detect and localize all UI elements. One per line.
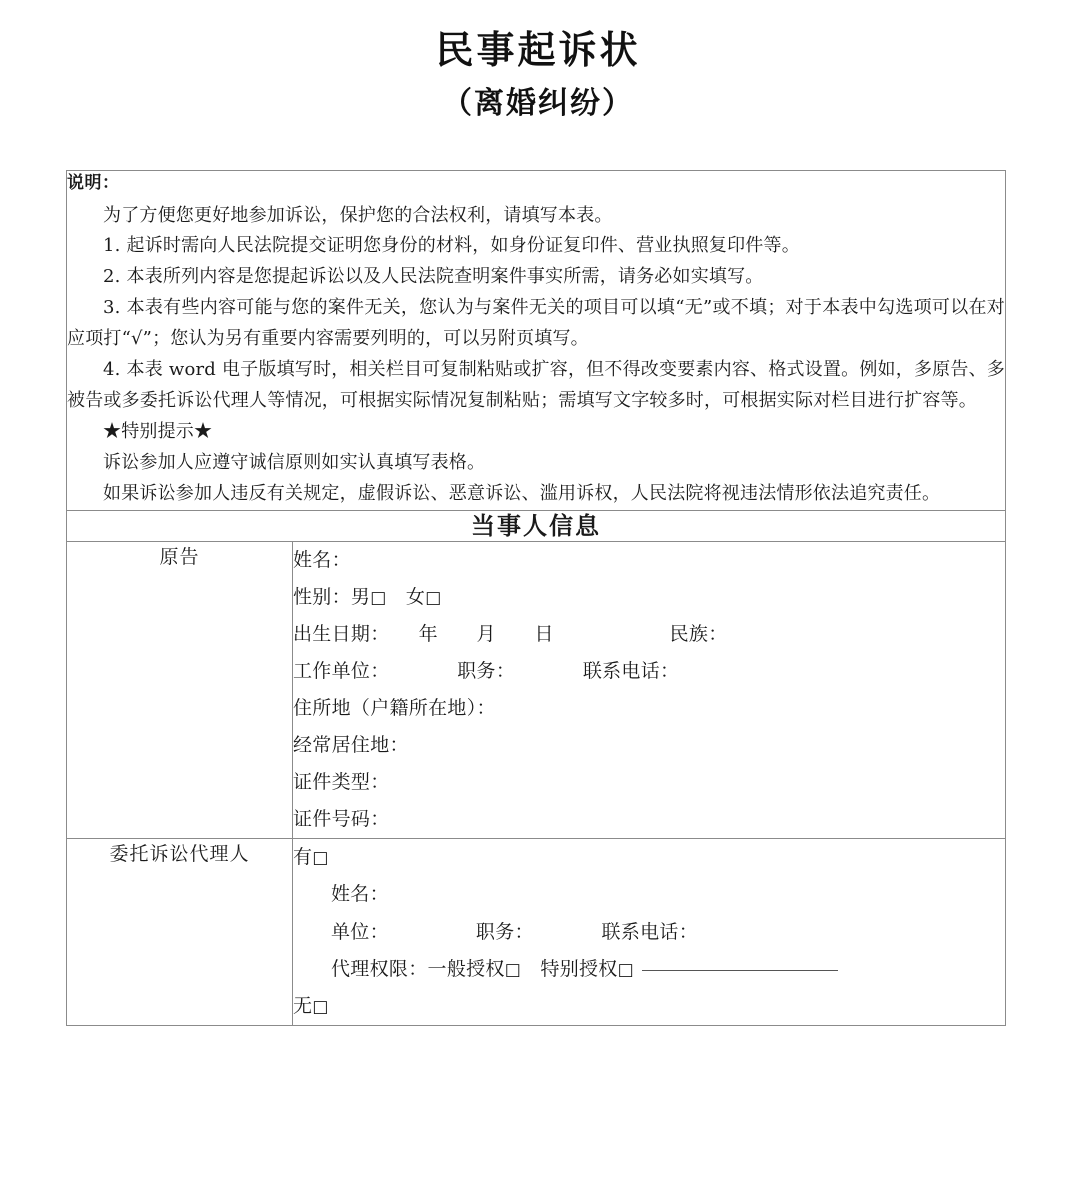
special-tip-paragraph-0: 诉讼参加人应遵守诚信原则如实认真填写表格。 [103, 452, 486, 474]
authority-general-checkbox[interactable]: □ [504, 959, 522, 980]
complaint-form-table [66, 170, 1006, 1026]
plaintiff-domicile-field[interactable] [293, 690, 1005, 727]
agent-name-field[interactable] [293, 876, 1005, 913]
agent-authority-label: 代理权限： [331, 957, 428, 980]
gender-male-label: 男 [350, 586, 371, 609]
plaintiff-name-field[interactable] [293, 542, 1005, 579]
plaintiff-ethnicity-label: 民族： [669, 623, 728, 646]
birth-month-unit: 月 [476, 623, 496, 646]
agent-row [67, 839, 1006, 1025]
authority-general-label: 一般授权 [427, 957, 505, 980]
agent-position-label: 职务： [475, 920, 525, 943]
special-tip-heading: ★特别提示★ [103, 421, 213, 443]
instruction-paragraph-4: 4. 本表 word 电子版填写时，相关栏目可复制粘贴或扩容，但不得改变要素内容、格式设置。例如，多原告、多被告或多委托诉讼代理人等情况，可根据实际情况复制粘贴；需填写文字较多时，可根据实际对栏目进行扩容等。 [67, 359, 1005, 412]
plaintiff-gender-field[interactable] [293, 579, 1005, 616]
agent-phone-label: 联系电话： [601, 920, 699, 943]
agent-none-checkbox[interactable]: □ [312, 996, 329, 1017]
plaintiff-idtype-label: 证件类型： [293, 771, 390, 794]
agent-none-label: 无 [293, 994, 313, 1017]
authority-blank-input[interactable] [642, 970, 838, 971]
agent-name-label: 姓名： [331, 883, 389, 906]
plaintiff-birthdate-field[interactable] [293, 616, 1005, 653]
birth-day-unit: 日 [534, 623, 554, 646]
plaintiff-fields-cell [293, 542, 1006, 839]
plaintiff-workunit-label: 工作单位： [293, 660, 381, 683]
plaintiff-idnumber-label: 证件号码： [293, 808, 390, 831]
agent-label: 委托诉讼代理人 [67, 839, 293, 1025]
section-header-row [67, 511, 1006, 542]
instructions-row [67, 171, 1006, 511]
title-block [0, 0, 1076, 124]
agent-unit-field[interactable] [293, 914, 1005, 951]
plaintiff-name-label: 姓名： [293, 549, 351, 572]
agent-unit-label: 单位： [331, 920, 380, 943]
agent-fields-cell [293, 839, 1006, 1025]
plaintiff-residence-field[interactable] [293, 727, 1005, 764]
instruction-paragraph-1: 1. 起诉时需向人民法院提交证明您身份的材料，如身份证复印件、营业执照复印件等。 [103, 235, 800, 257]
agent-has-option[interactable] [293, 839, 1005, 876]
instruction-paragraph-2: 2. 本表所列内容是您提起诉讼以及人民法院查明案件事实所需，请务必如实填写。 [103, 266, 764, 288]
gender-female-label: 女 [405, 586, 426, 609]
agent-authority-field[interactable] [293, 951, 1005, 988]
section-header-party-info: 当事人信息 [67, 511, 1006, 542]
authority-special-checkbox[interactable]: □ [617, 959, 634, 980]
page-title: 民事起诉状 [435, 27, 641, 72]
plaintiff-idtype-field[interactable] [293, 764, 1005, 801]
plaintiff-label: 原告 [67, 542, 293, 839]
plaintiff-idnumber-field[interactable] [293, 801, 1005, 838]
plaintiff-row [67, 542, 1006, 839]
page-subtitle: （离婚纠纷） [442, 85, 634, 121]
instructions-cell [67, 171, 1006, 511]
plaintiff-gender-label: 性别： [293, 586, 351, 609]
agent-has-checkbox[interactable]: □ [312, 848, 329, 869]
instruction-paragraph-0: 为了方便您更好地参加诉讼，保护您的合法权利，请填写本表。 [103, 204, 613, 226]
instruction-paragraph-3: 3. 本表有些内容可能与您的案件无关，您认为与案件无关的项目可以填“无”或不填；对于本表中勾选项可以在对应项打“√”；您认为另有重要内容需要列明的，可以另附页填写。 [67, 297, 1005, 350]
instructions-label: 说明： [67, 173, 120, 193]
authority-special-label: 特别授权 [540, 957, 618, 980]
plaintiff-phone-label: 联系电话： [582, 660, 680, 683]
gender-female-checkbox[interactable]: □ [425, 588, 442, 609]
plaintiff-domicile-label: 住所地（户籍所在地）： [293, 697, 496, 720]
plaintiff-residence-label: 经常居住地： [293, 734, 409, 757]
gender-male-checkbox[interactable]: □ [370, 588, 387, 609]
plaintiff-birthdate-label: 出生日期： [293, 623, 381, 646]
special-tip-paragraph-1: 如果诉讼参加人违反有关规定，虚假诉讼、恶意诉讼、滥用诉权，人民法院将视违法情形依法追究责任。 [103, 483, 941, 505]
agent-has-label: 有 [293, 846, 313, 869]
plaintiff-position-label: 职务： [457, 660, 506, 683]
agent-none-option[interactable] [293, 988, 1005, 1025]
birth-year-unit: 年 [418, 623, 438, 646]
plaintiff-workunit-field[interactable] [293, 653, 1005, 690]
